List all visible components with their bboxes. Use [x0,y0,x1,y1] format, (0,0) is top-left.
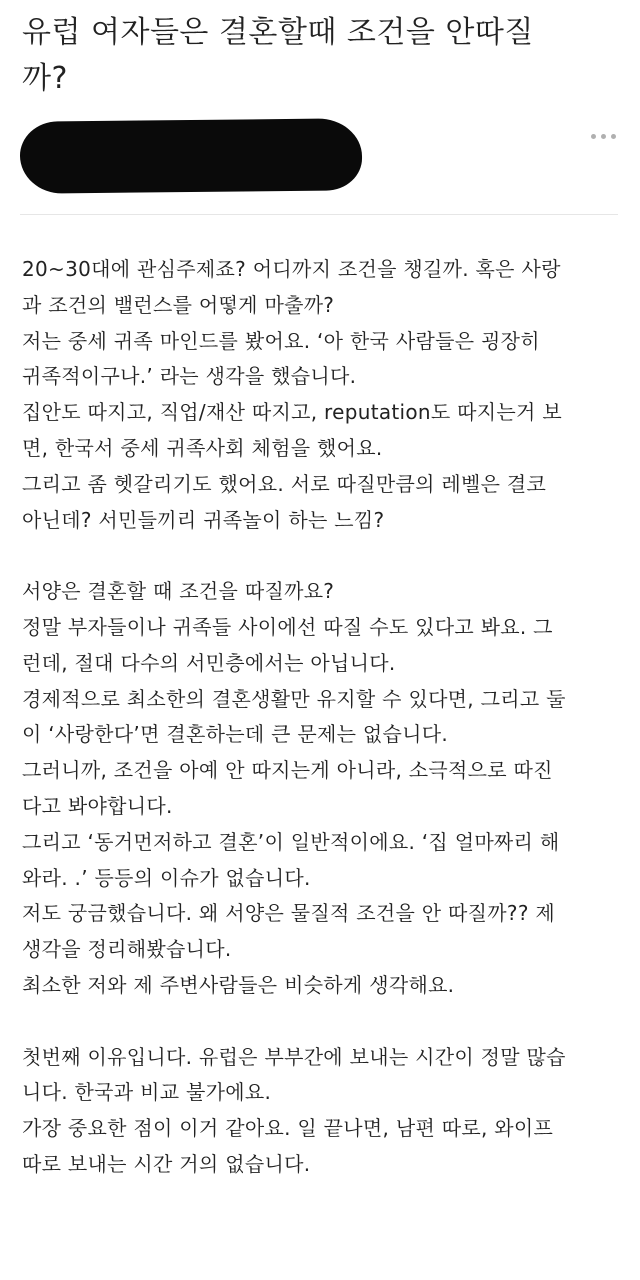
body-line: 서양은 결혼할 때 조건을 따질까요? [22,579,335,604]
dot [591,134,596,139]
body-line: 저는 중세 귀족 마인드를 봤어요. ‘아 한국 사람들은 굉장히 [22,328,540,353]
body-line: 그러니까, 조건을 아예 안 따지는게 아니라, 소극적으로 따진 [22,758,553,783]
body-line: 니다. 한국과 비교 불가에요. [22,1080,272,1105]
post-title-line: 까? [22,61,68,96]
paragraph-gap [22,1004,626,1040]
body-line: 면, 한국서 중세 귀족사회 체험을 했어요. [22,435,383,460]
body-line: 과 조건의 밸런스를 어떻게 마출까? [22,292,335,317]
body-line: 정말 부자들이나 귀족들 사이에선 따질 수도 있다고 봐요. 그 [22,614,553,639]
post-title-line: 유럽 여자들은 결혼할때 조건을 안따질 [22,15,534,50]
body-line: 따로 보내는 시간 거의 없습니다. [22,1151,311,1176]
body-line: 다고 봐야합니다. [22,793,173,818]
body-line: 가장 중요한 점이 이거 같아요. 일 끝나면, 남편 따로, 와이프 [22,1116,554,1141]
dot [611,134,616,139]
body-line: 그리고 ‘동거먼저하고 결혼’이 일반적이에요. ‘집 얼마짜리 해 [22,829,560,854]
body-line: 20~30대에 관심주제죠? 어디까지 조건을 챙길까. 혹은 사랑 [22,257,561,281]
body-line: 런데, 절대 다수의 서민층에서는 아닙니다. [22,650,396,675]
body-line: 저도 궁금했습니다. 왜 서양은 물질적 조건을 안 따질까?? 제 [22,901,556,926]
body-line: 경제적으로 최소한의 결혼생활만 유지할 수 있다면, 그리고 둘 [22,686,566,711]
body-line: 집안도 따지고, 직업/재산 따지고, reputation도 따지는거 보 [22,400,562,425]
post-title [22,10,622,102]
redacted-author-info [20,118,363,194]
header-divider [20,214,618,215]
post-body [22,252,626,1183]
body-line: 그리고 좀 헷갈리기도 했어요. 서로 따질만큼의 레벨은 결코 [22,471,547,496]
paragraph-gap [22,538,626,574]
body-line: 생각을 정리해봤습니다. [22,937,232,962]
body-line: 이 ‘사랑한다’면 결혼하는데 큰 문제는 없습니다. [22,722,449,747]
body-line: 아닌데? 서민들끼리 귀족놀이 하는 느낌? [22,507,385,532]
more-dots-icon[interactable] [591,134,616,139]
body-paragraph-2 [22,574,626,1004]
dot [601,134,606,139]
body-line: 귀족적이구나.’ 라는 생각을 했습니다. [22,364,357,389]
body-paragraph-3 [22,1040,626,1183]
body-paragraph-1 [22,252,626,538]
body-line: 최소한 저와 제 주변사람들은 비슷하게 생각해요. [22,972,455,997]
author-row [0,112,640,212]
body-line: 첫번째 이유입니다. 유럽은 부부간에 보내는 시간이 정말 많습 [22,1044,566,1069]
body-line: 와라. .’ 등등의 이슈가 없습니다. [22,865,311,890]
